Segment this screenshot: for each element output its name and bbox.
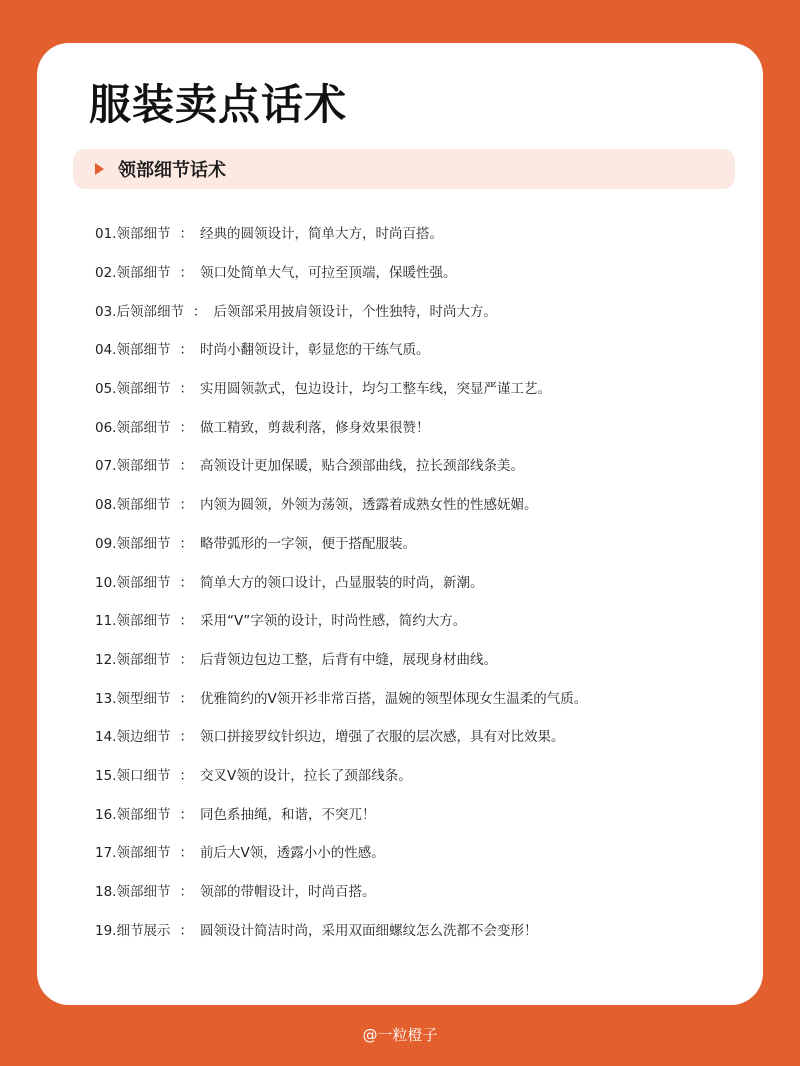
list-item	[95, 561, 735, 600]
item-text: 采用“V”字领的设计，时尚性感，简约大方。	[199, 613, 467, 630]
item-separator: ：	[179, 265, 193, 282]
item-label: 13.领型细节	[95, 690, 171, 707]
list-item	[95, 213, 735, 252]
item-label: 09.领部细节	[95, 535, 171, 552]
item-separator: ：	[179, 419, 193, 436]
item-label: 08.领部细节	[95, 497, 171, 514]
item-text: 前后大V领，透露小小的性感。	[199, 845, 385, 862]
list-item	[95, 445, 735, 484]
item-text: 简单大方的领口设计，凸显服装的时尚，新潮。	[199, 574, 484, 591]
item-label: 17.领部细节	[95, 845, 171, 862]
item-label: 19.细节展示	[95, 922, 171, 939]
item-separator: ：	[179, 806, 193, 823]
item-text: 后背领边包边工整，后背有中缝，展现身材曲线。	[199, 651, 497, 668]
item-separator: ：	[179, 613, 193, 630]
item-label: 05.领部细节	[95, 381, 171, 398]
item-separator: ：	[179, 884, 193, 901]
item-text: 内领为圆领，外领为荡领，透露着成熟女性的性感妩媚。	[199, 497, 538, 514]
list-item	[95, 716, 735, 755]
item-text: 经典的圆领设计，简单大方，时尚百搭。	[199, 226, 443, 243]
item-text: 领口拼接罗纹针织边，增强了衣服的层次感，具有对比效果。	[199, 729, 565, 746]
item-text: 领口处简单大气，可拉至顶端，保暖性强。	[199, 265, 457, 282]
list-item	[95, 406, 735, 445]
item-text: 同色系抽绳，和谐，不突兀！	[199, 806, 376, 823]
list-item	[95, 677, 735, 716]
section-title: 领部细节话术	[118, 160, 226, 181]
item-text: 后领部采用披肩领设计，个性独特，时尚大方。	[213, 303, 497, 320]
item-separator: ：	[179, 497, 193, 514]
page-title: 服装卖点话术	[89, 80, 348, 129]
list-item	[95, 871, 735, 910]
item-separator: ：	[179, 922, 193, 939]
item-label: 11.领部细节	[95, 613, 171, 630]
item-text: 领部的带帽设计，时尚百搭。	[199, 884, 376, 901]
item-text: 时尚小翻领设计，彰显您的干练气质。	[199, 342, 430, 359]
tips-list	[95, 213, 735, 948]
item-separator: ：	[179, 845, 193, 862]
item-label: 07.领部细节	[95, 458, 171, 475]
item-separator: ：	[179, 767, 193, 784]
item-label: 16.领部细节	[95, 806, 171, 823]
list-item	[95, 252, 735, 291]
item-text: 做工精致，剪裁利落，修身效果很赞！	[199, 419, 430, 436]
item-text: 圆领设计简洁时尚，采用双面细螺纹怎么洗都不会变形！	[199, 922, 538, 939]
item-separator: ：	[179, 574, 193, 591]
list-item	[95, 523, 735, 562]
item-text: 高领设计更加保暖，贴合颈部曲线，拉长颈部线条美。	[199, 458, 524, 475]
list-item	[95, 484, 735, 523]
item-text: 实用圆领款式，包边设计，均匀工整车线，突显严谨工艺。	[199, 381, 551, 398]
item-text: 略带弧形的一字领，便于搭配服装。	[199, 535, 416, 552]
item-label: 03.后领部细节	[95, 303, 184, 320]
section-header	[73, 149, 735, 189]
item-separator: ：	[179, 729, 193, 746]
list-item	[95, 793, 735, 832]
item-label: 04.领部细节	[95, 342, 171, 359]
item-text: 优雅简约的V领开衫非常百搭，温婉的领型体现女生温柔的气质。	[199, 690, 588, 707]
item-separator: ：	[179, 226, 193, 243]
item-separator: ：	[179, 535, 193, 552]
list-item	[95, 368, 735, 407]
item-separator: ：	[179, 458, 193, 475]
author-handle: @一粒橙子	[362, 1026, 438, 1044]
item-label: 14.领边细节	[95, 729, 171, 746]
item-separator: ：	[179, 690, 193, 707]
list-item	[95, 832, 735, 871]
list-item	[95, 329, 735, 368]
item-separator: ：	[179, 651, 193, 668]
item-label: 02.领部细节	[95, 265, 171, 282]
item-label: 01.领部细节	[95, 226, 171, 243]
list-item	[95, 639, 735, 678]
triangle-right-icon	[95, 163, 104, 175]
item-separator: ：	[179, 381, 193, 398]
list-item	[95, 909, 735, 948]
list-item	[95, 755, 735, 794]
content-card	[37, 43, 763, 1005]
item-label: 15.领口细节	[95, 767, 171, 784]
item-label: 06.领部细节	[95, 419, 171, 436]
item-label: 12.领部细节	[95, 651, 171, 668]
item-label: 18.领部细节	[95, 884, 171, 901]
list-item	[95, 600, 735, 639]
item-text: 交叉V领的设计，拉长了颈部线条。	[199, 767, 412, 784]
item-separator: ：	[179, 342, 193, 359]
list-item	[95, 290, 735, 329]
item-label: 10.领部细节	[95, 574, 171, 591]
item-separator: ：	[192, 303, 207, 320]
